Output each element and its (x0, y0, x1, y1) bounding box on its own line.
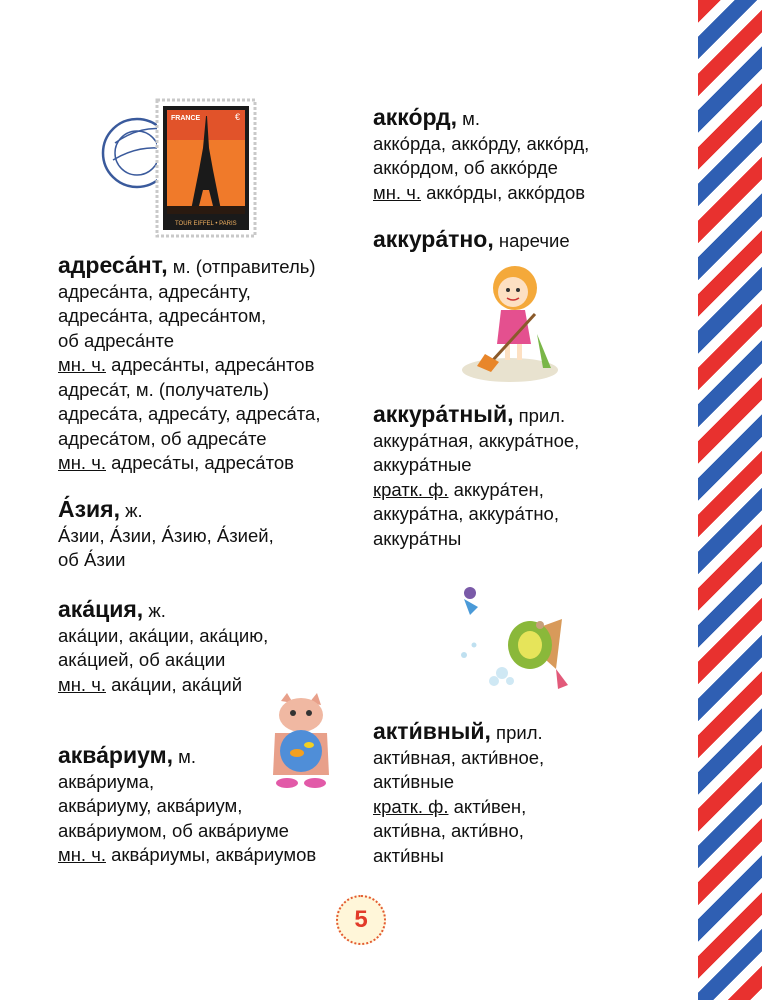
forms-line: адреса́нта, адреса́нту, (58, 280, 251, 302)
kiwi-ice-cream-image (452, 585, 580, 697)
forms-line: адреса́та, адреса́ту, адреса́та, (58, 403, 321, 424)
forms-line: об А́зии (58, 549, 126, 570)
svg-text:TOUR EIFFEL • PARIS: TOUR EIFFEL • PARIS (175, 221, 237, 227)
svg-text:€: € (235, 112, 241, 122)
short-form-line: кратк. ф. аккура́тен, (373, 478, 544, 500)
forms-line: адреса́том, об адреса́те (58, 427, 267, 449)
forms-line: аква́риума, (58, 770, 155, 792)
headword: аккура́тный, (373, 401, 514, 427)
airmail-border (698, 0, 762, 1000)
grammar-note: м. (173, 746, 197, 767)
forms-line: аккура́тные (373, 454, 472, 475)
entry-akkuratnyi (373, 402, 579, 551)
plural-label: мн. ч. (58, 673, 106, 695)
short-form-label: кратк. ф. (373, 478, 449, 500)
grammar-note: наречие (493, 230, 570, 251)
entry-adresant (58, 253, 321, 476)
forms-line: аква́риумом, об аква́риуме (58, 819, 289, 841)
plural-line: мн. ч. акко́рды, акко́рдов (373, 181, 586, 203)
forms-line: аква́риуму, аква́риум, (58, 795, 243, 816)
entry-aktivnyi (373, 719, 544, 868)
plural-label: мн. ч. (373, 181, 421, 203)
grammar-note: прил. (490, 722, 543, 743)
headword: аква́риум, (58, 742, 174, 768)
forms-line: акти́вна, акти́вно, (373, 820, 524, 841)
entry-akkuratno (373, 227, 570, 254)
forms-line: А́зии, А́зии, А́зию, А́зией, (58, 524, 274, 546)
france-stamp-image (95, 98, 260, 240)
entry-akvarium (58, 743, 316, 868)
forms-line: акти́вные (373, 771, 455, 792)
girl-sweeping-image (455, 262, 560, 384)
entry-aziya (58, 497, 274, 573)
svg-text:FRANCE: FRANCE (171, 115, 201, 122)
headword: А́зия, (58, 496, 120, 522)
plural-line: мн. ч. ака́ции, ака́ций (58, 673, 243, 695)
forms-line: аккура́тна, аккура́тно, (373, 503, 559, 524)
forms-line: аккура́тны (373, 527, 462, 549)
headword: ака́ция, (58, 596, 144, 622)
plural-line: мн. ч. адреса́нты, адреса́нтов (58, 354, 315, 375)
grammar-note: м. (отправитель) (167, 256, 316, 277)
forms-line: акко́рдом, об акко́рде (373, 157, 558, 178)
grammar-note: м. (457, 108, 481, 129)
forms-line: акко́рда, акко́рду, акко́рд, (373, 132, 590, 154)
forms-line: аккура́тная, аккура́тное, (373, 429, 580, 451)
page-number: 5 (336, 895, 386, 945)
plural-line: мн. ч. адреса́ты, адреса́тов (58, 452, 294, 473)
plural-line: мн. ч. аква́риумы, аква́риумов (58, 844, 317, 865)
forms-line: акти́вная, акти́вное, (373, 746, 545, 768)
forms-line: акти́вны (373, 844, 444, 866)
headword: акко́рд, (373, 104, 458, 130)
plural-label: мн. ч. (58, 452, 106, 473)
short-form-line: кратк. ф. акти́вен, (373, 795, 527, 817)
headword: аккура́тно, (373, 226, 494, 252)
headword: акти́вный, (373, 718, 491, 744)
grammar-note: прил. (513, 405, 566, 426)
grammar-note: ж. (120, 500, 143, 521)
forms-line: адреса́т, м. (получатель) (58, 378, 270, 400)
forms-line: адреса́нта, адреса́нтом, (58, 305, 267, 326)
grammar-note: ж. (143, 600, 166, 621)
forms-line: об адреса́нте (58, 329, 174, 351)
short-form-label: кратк. ф. (373, 795, 449, 817)
plural-label: мн. ч. (58, 354, 106, 375)
forms-line: ака́ции, ака́ции, ака́цию, (58, 624, 269, 646)
entry-akkord (373, 105, 589, 205)
entry-akaciya (58, 597, 268, 697)
plural-label: мн. ч. (58, 844, 106, 865)
headword: адреса́нт, (58, 252, 168, 278)
forms-line: ака́цией, об ака́ции (58, 649, 226, 670)
